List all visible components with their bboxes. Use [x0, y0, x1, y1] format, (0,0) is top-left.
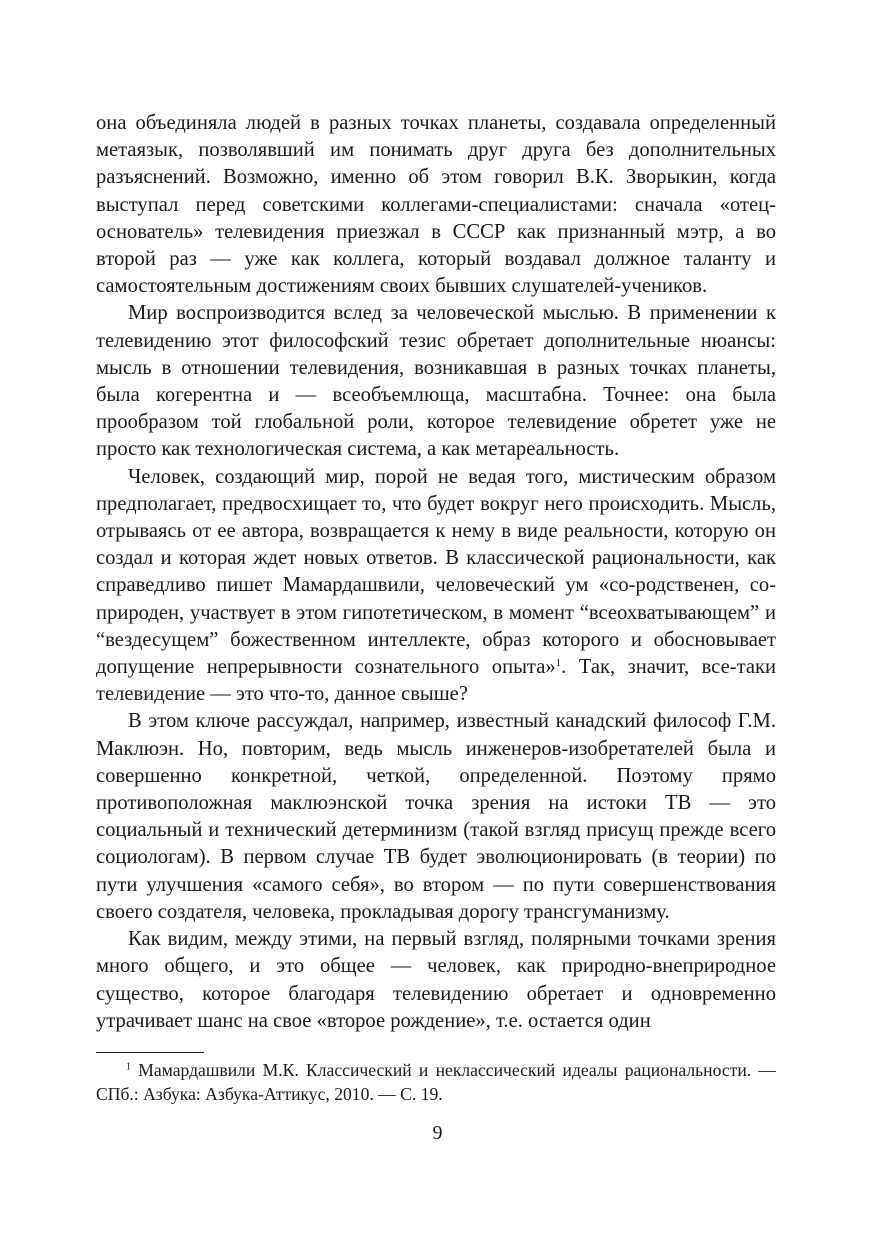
paragraph-5: Как видим, между этими, на первый взгляд, полярными точками зрения много общего, и это общее — человек, как природно-внеприродное существо, которое благодаря телевидению обретает и одновременно утрачивает шанс на свое «второе рождение», т.е. остается один [96, 928, 776, 1032]
paragraph-2: Мир воспроизводится вслед за человеческой мыслью. В применении к телевидению этот философский тезис обретает дополнительные нюансы: мысль в отношении телевидения, возникавшая в разных точках планеты, была когерентна и — всеобъемлюща, масштабна. Точнее: она была прообразом той глобальной роли, которое телевидение обретет уже не просто как технологическая система, а как метареальность. [96, 302, 776, 461]
footnote [96, 1058, 776, 1106]
paragraph-1: она объединяла людей в разных точках планеты, создавала определенный метаязык, позволявший им понимать друг друга без дополнительных разъяснений. Возможно, именно об этом говорил В.К. Зворыкин, когда выступал перед советскими коллегами-специалистами: сначала «отец-основатель» телевидения приезжал в СССР как признанный мэтр, а во второй раз — уже как коллега, который воздавал должное таланту и самостоятельным достижениям своих бывших слушателей-учеников. [96, 112, 776, 298]
footnote-reference[interactable]: 1 [555, 656, 562, 669]
paragraph-3-text-end: . Так, значит, все-таки телевидение — это что-то, данное свыше? [96, 656, 776, 706]
paragraph-3 [96, 464, 776, 709]
footnote-divider [96, 1052, 204, 1053]
footnote-marker: 1 [126, 1061, 131, 1073]
paragraph-4: В этом ключе рассуждал, например, известный канадский философ Г.М. Маклюэн. Но, повторим, ведь мысль инженеров-изобретателей была и совершенно конкретной, четкой, определенной. Поэтому прямо противоположная маклюэнской точка зрения на истоки ТВ — это социальный и технический детерминизм (такой взгляд присущ прежде всего социологам). В первом случае ТВ будет эволюционировать (в теории) по пути улучшения «самого себя», во втором — по пути совершенствования своего создателя, человека, прокладывая дорогу трансгуманизму. [96, 710, 776, 923]
page-number: 9 [432, 1122, 443, 1144]
paragraph-3-text: Человек, создающий мир, порой не ведая того, мистическим образом предполагает, предвосхищает то, что будет вокруг него происходить. Мысль, отрываясь от ее автора, возвращается к нему в виде реальности, которую он создал и которая ждет новых ответов. В классической рациональности, как справедливо пишет Мамардашвили, человеческий ум «со-родственен, со-природен, участвует в этом гипотетическом, в момент “всеохватывающем” и “вездесущем” божественном интеллекте, образ которого и обосновывает допущение непрерывности сознательного опыта» [96, 465, 776, 679]
page-body [96, 110, 776, 1035]
footnote-text: Мамардашвили М.К. Классический и неклассический идеалы рациональности. — СПб.: Азбука: Азбука-Аттикус, 2010. — С. 19. [96, 1060, 776, 1104]
